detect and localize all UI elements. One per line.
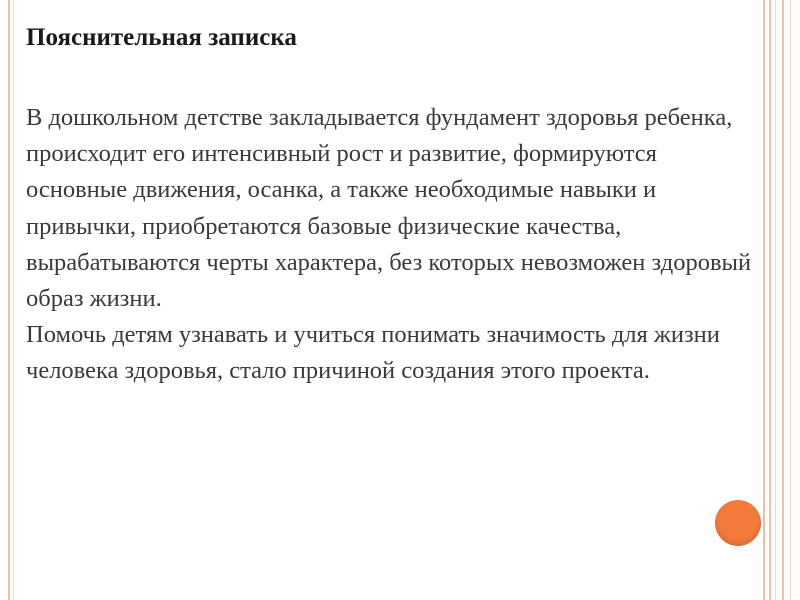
- body-paragraph: В дошкольном детстве закладывается фундамент здоровья ребенка, происходит его интенсивный рост и развитие, формируются основные движения, осанка, а также необходимые навыки и привычки, приобретаются базовые физические качества, вырабатываются черты характера, без которых невозможен здоровый образ жизни.: [26, 104, 752, 313]
- right-border-line: [790, 0, 791, 600]
- right-border-line: [782, 0, 784, 600]
- right-border-line: [769, 0, 771, 600]
- right-border-line: [763, 0, 765, 600]
- decorative-circle-icon: [715, 500, 761, 546]
- right-border-line: [775, 0, 776, 600]
- slide-body: [26, 100, 761, 390]
- left-border-line: [13, 0, 14, 600]
- body-paragraph: Помочь детям узнавать и учиться понимать значимость для жизни человека здоровья, стало причиной создания этого проекта.: [26, 321, 720, 385]
- slide-title: Пояснительная записка: [26, 24, 297, 51]
- left-border-line: [8, 0, 10, 600]
